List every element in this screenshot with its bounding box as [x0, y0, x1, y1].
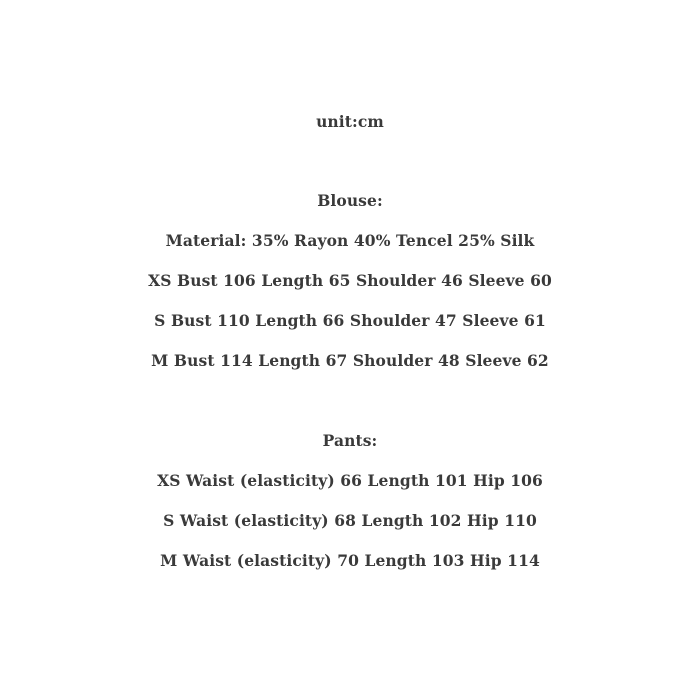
blouse-size-s: S Bust 110 Length 66 Shoulder 47 Sleeve 61 — [154, 311, 546, 330]
pants-size-xs: XS Waist (elasticity) 66 Length 101 Hip 106 — [157, 471, 543, 490]
blouse-size-m: M Bust 114 Length 67 Shoulder 48 Sleeve 62 — [151, 351, 549, 370]
blouse-size-xs: XS Bust 106 Length 65 Shoulder 46 Sleeve 60 — [148, 271, 552, 290]
blouse-heading: Blouse: — [317, 191, 383, 210]
blouse-material: Material: 35% Rayon 40% Tencel 25% Silk — [165, 231, 535, 250]
unit-label: unit:cm — [316, 112, 384, 131]
pants-size-s: S Waist (elasticity) 68 Length 102 Hip 110 — [163, 511, 537, 530]
pants-size-m: M Waist (elasticity) 70 Length 103 Hip 114 — [160, 551, 540, 570]
pants-heading: Pants: — [322, 431, 378, 450]
